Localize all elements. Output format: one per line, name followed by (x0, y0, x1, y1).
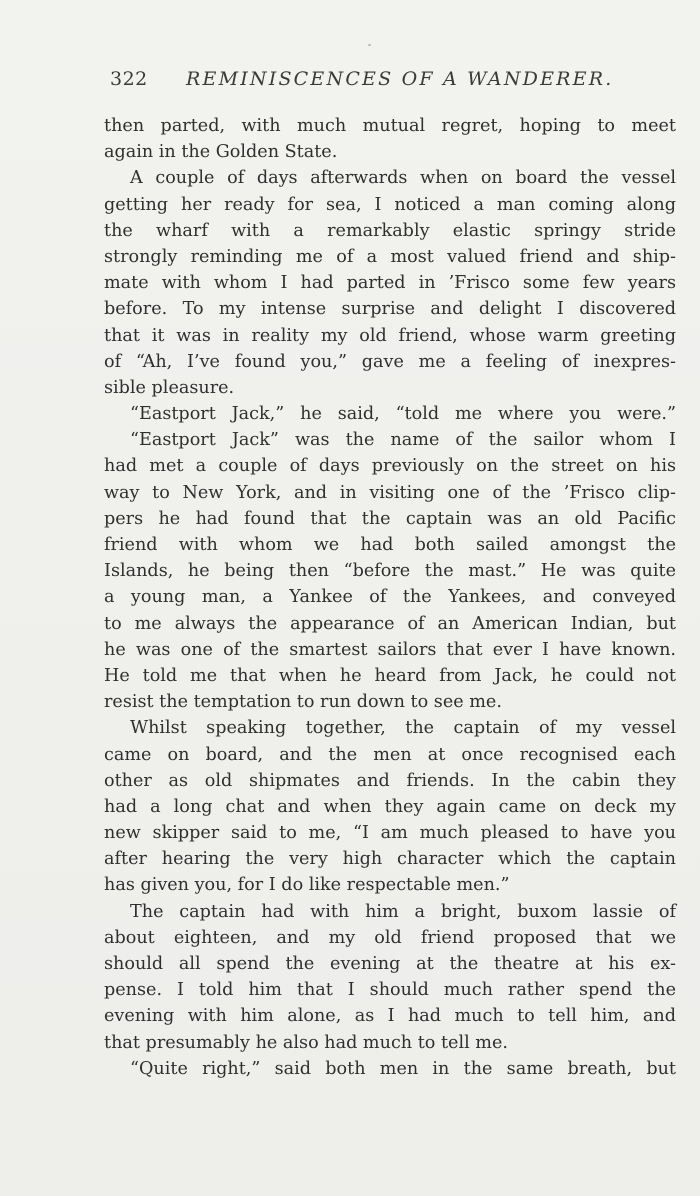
text-line: after hearing the very high character which the captain (104, 849, 676, 870)
text-line: had met a couple of days previously on the street on his (104, 456, 676, 477)
paper-speck (368, 44, 371, 46)
text-line: Whilst speaking together, the captain of my vessel (130, 718, 676, 739)
text-line: to me always the appearance of an American Indian, but (104, 613, 676, 634)
text-line: of “Ah, I’ve found you,” gave me a feeling of inexpres- (104, 351, 676, 372)
text-line: then parted, with much mutual regret, hoping to meet (104, 116, 676, 136)
text-line: about eighteen, and my old friend proposed that we (104, 927, 676, 948)
text-line: resist the temptation to run down to see me. (104, 692, 502, 713)
text-line: should all spend the evening at the theatre at his ex- (104, 954, 676, 974)
text-line: friend with whom we had both sailed amongst the (104, 535, 676, 555)
text-line: has given you, for I do like respectable men.” (104, 875, 510, 896)
text-line: had a long chat and when they again came on deck my (104, 796, 676, 817)
body-text (104, 113, 676, 1082)
text-line: again in the Golden State. (104, 142, 338, 163)
page-number: 322 (110, 68, 148, 90)
text-line: new skipper said to me, “I am much pleased to have you (104, 823, 676, 844)
text-line: that it was in reality my old friend, whose warm greeting (104, 325, 676, 346)
text-line: pers he had found that the captain was an old Pacific (104, 508, 676, 529)
text-line: the wharf with a remarkably elastic springy stride (104, 220, 676, 241)
text-line: pense. I told him that I should much rather spend the (104, 980, 676, 1001)
text-line: A couple of days afterwards when on board the vessel (130, 168, 676, 189)
text-line: a young man, a Yankee of the Yankees, and conveyed (104, 587, 676, 608)
text-line: sible pleasure. (104, 377, 235, 398)
page-header (110, 68, 630, 98)
text-line: “Eastport Jack,” he said, “told me where you were.” (130, 404, 676, 425)
text-line: came on board, and the men at once recognised each (104, 744, 676, 765)
text-line: Islands, he being then “before the mast.” He was quite (104, 561, 676, 582)
text-line: other as old shipmates and friends. In the cabin they (104, 770, 676, 791)
text-line: getting her ready for sea, I noticed a man coming along (104, 194, 676, 215)
text-line: strongly reminding me of a most valued friend and ship- (104, 246, 676, 267)
text-line: He told me that when he heard from Jack, he could not (104, 665, 676, 686)
text-line: he was one of the smartest sailors that ever I have known. (104, 639, 676, 660)
text-line: The captain had with him a bright, buxom lassie of (130, 901, 676, 922)
text-line: “Quite right,” said both men in the same breath, but (130, 1058, 676, 1079)
text-line: before. To my intense surprise and delight I discovered (104, 299, 676, 320)
text-line: mate with whom I had parted in ’Frisco some few years (104, 273, 676, 294)
text-line: “Eastport Jack” was the name of the sailor whom I (130, 430, 676, 451)
text-line: that presumably he also had much to tell me. (104, 1032, 508, 1053)
text-line: evening with him alone, as I had much to tell him, and (104, 1006, 676, 1027)
text-line: way to New York, and in visiting one of the ’Frisco clip- (104, 482, 676, 503)
running-head: REMINISCENCES OF A WANDERER. (186, 68, 614, 90)
